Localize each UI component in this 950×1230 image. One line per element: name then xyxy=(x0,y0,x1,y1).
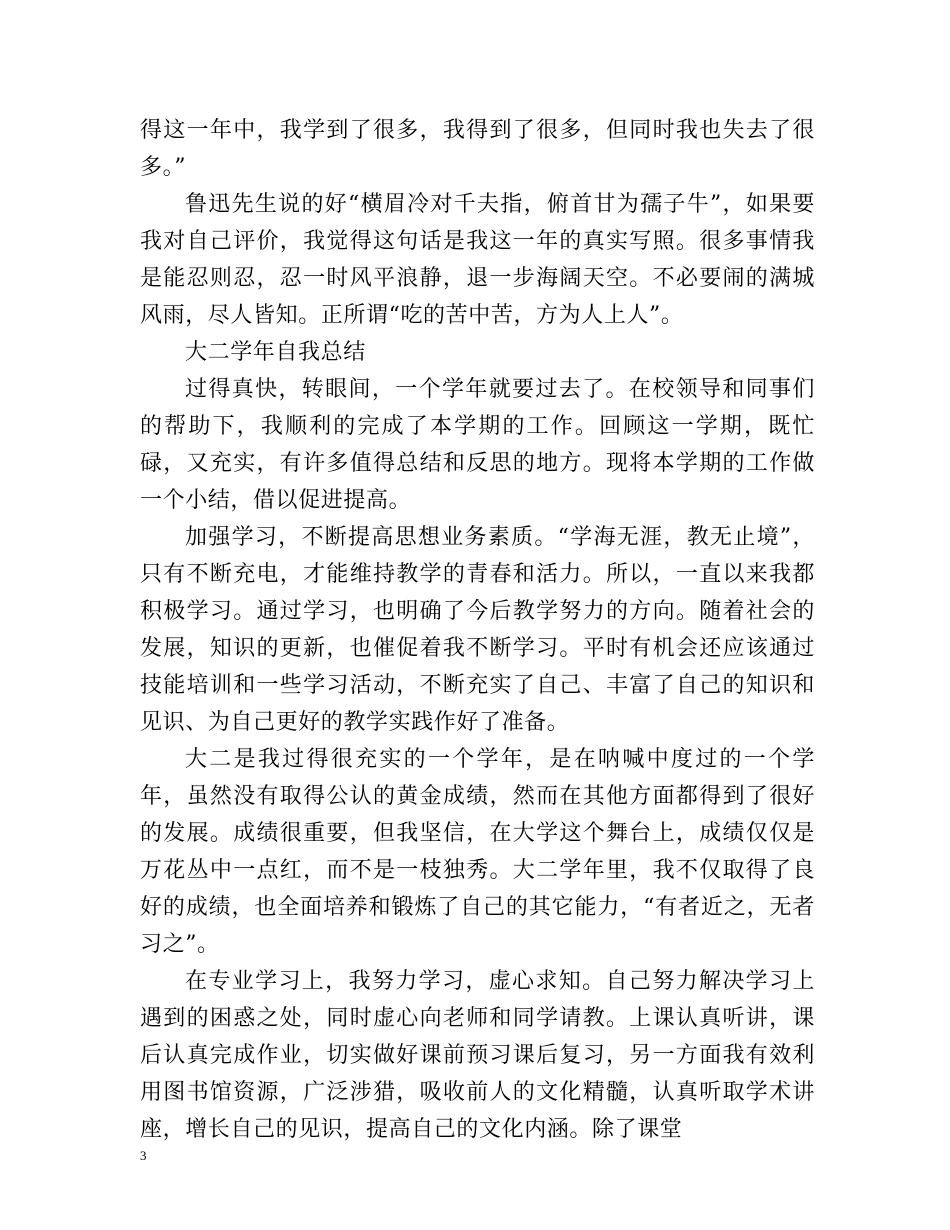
paragraph-6: 大二是我过得很充实的一个学年，是在呐喊中度过的一个学年，虽然没有取得公认的黄金成绩，然而在其他方面都得到了很好的发展。成绩很重要，但我坚信，在大学这个舞台上，成绩仅仅是万花丛中一点红，而不是一枝独秀。大二学年里，我不仅取得了良好的成绩，也全面培养和锻炼了自己的其它能力，“有者近之，无者习之”。 xyxy=(140,747,815,957)
document-body xyxy=(140,112,815,1148)
paragraph-5: 加强学习，不断提高思想业务素质。“学海无涯，教无止境”，只有不断充电，才能维持教学的青春和活力。所以，一直以来我都积极学习。通过学习，也明确了今后教学努力的方向。随着社会的发展，知识的更新，也催促着我不断学习。平时有机会还应该通过技能培训和一些学习活动，不断充实了自己、丰富了自己的知识和见识、为自己更好的教学实践作好了准备。 xyxy=(140,525,815,735)
paragraph-1: 得这一年中，我学到了很多，我得到了很多，但同时我也失去了很多。” xyxy=(140,118,815,180)
paragraph-7: 在专业学习上，我努力学习，虚心求知。自己努力解决学习上遇到的困惑之处，同时虚心向老师和同学请教。上课认真听讲，课后认真完成作业，切实做好课前预习课后复习，另一方面我有效利用图书馆资源，广泛涉猎，吸收前人的文化精髓，认真听取学术讲座，增长自己的见识，提高自己的文化内涵。除了课堂 xyxy=(140,969,815,1142)
paragraph-2: 鲁迅先生说的好“横眉冷对千夫指，俯首甘为孺子牛”，如果要我对自己评价，我觉得这句话是我这一年的真实写照。很多事情我是能忍则忍，忍一时风平浪静，退一步海阔天空。不必要闹的满城风雨，尽人皆知。正所谓“吃的苦中苦，方为人上人”。 xyxy=(140,192,815,328)
page-number: 3 xyxy=(140,1148,147,1163)
section-heading: 大二学年自我总结 xyxy=(185,340,366,365)
paragraph-4: 过得真快，转眼间，一个学年就要过去了。在校领导和同事们的帮助下，我顺利的完成了本学期的工作。回顾这一学期，既忙碌，又充实，有许多值得总结和反思的地方。现将本学期的工作做一个小结，借以促进提高。 xyxy=(140,377,815,513)
